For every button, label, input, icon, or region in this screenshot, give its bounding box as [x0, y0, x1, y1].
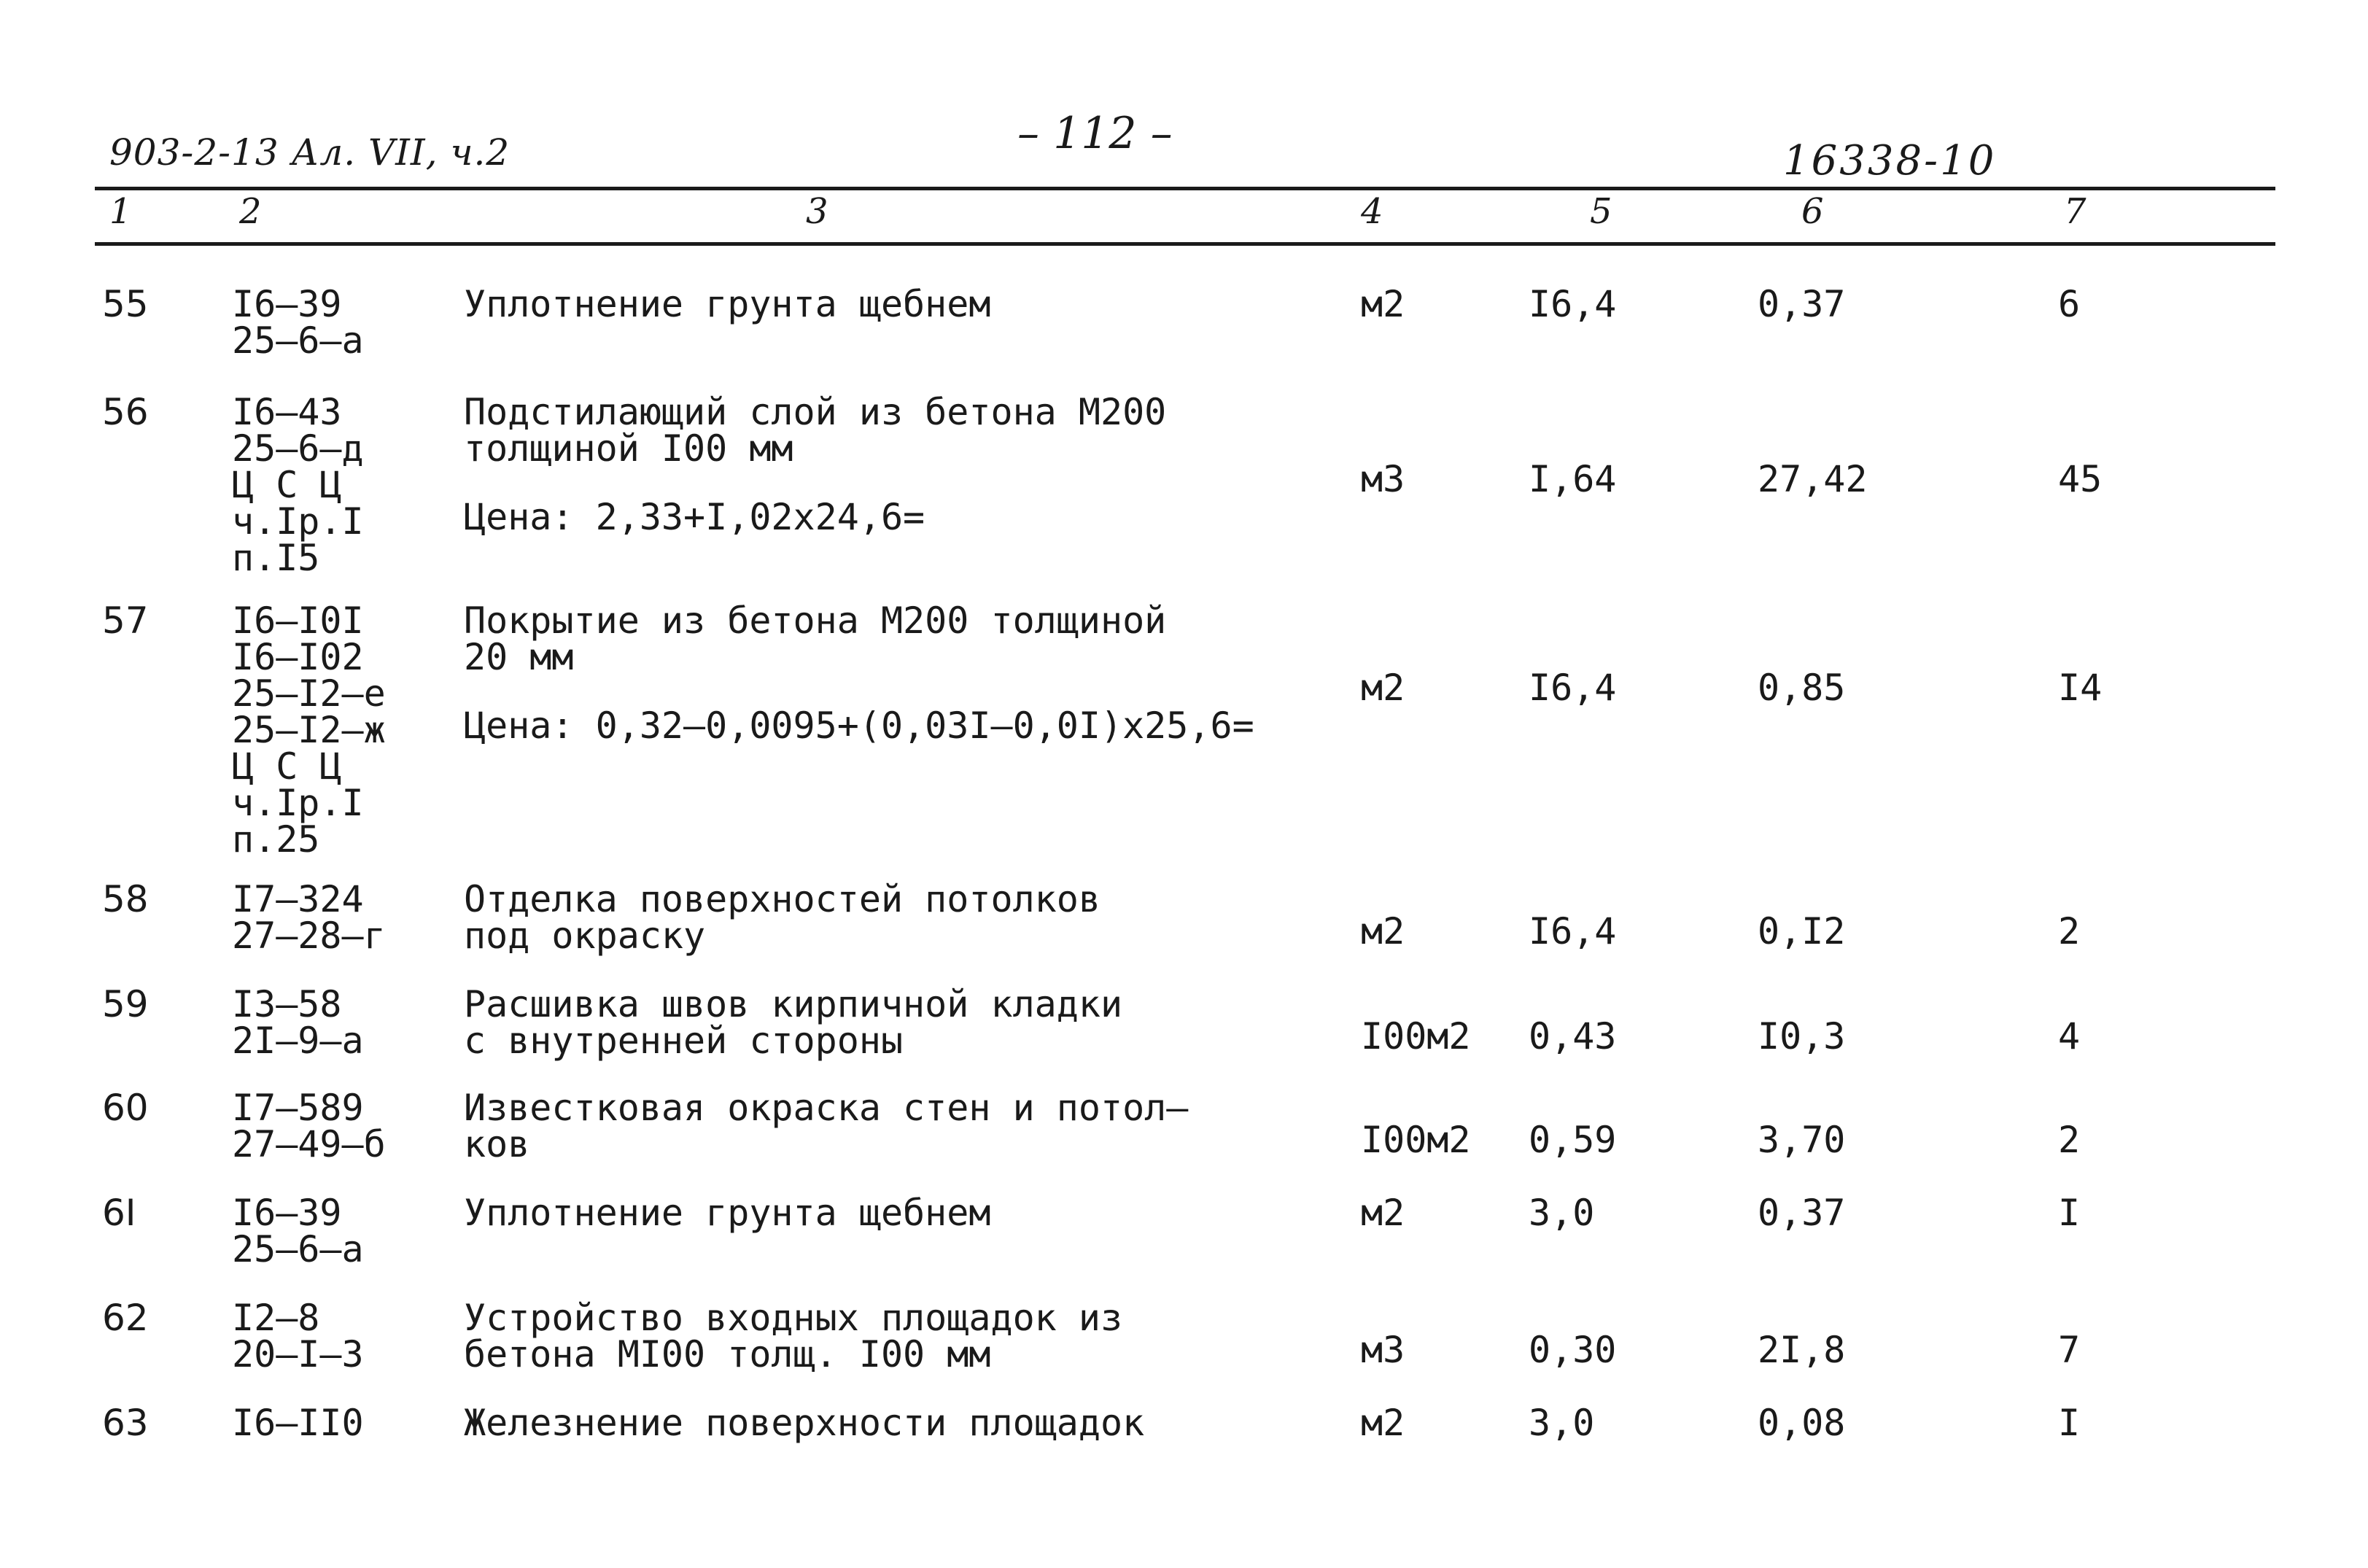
quantity: I6,4: [1529, 283, 1617, 325]
unit-rate: 3,70: [1758, 1119, 1846, 1161]
norm-code: 20–I–3: [232, 1333, 364, 1375]
total-cost: I: [2058, 1192, 2081, 1234]
quantity: 3,0: [1529, 1192, 1595, 1234]
quantity: I6,4: [1529, 910, 1617, 952]
description-line: Отделка поверхностей потолков: [464, 878, 1100, 920]
header-rule-top: [95, 187, 2275, 190]
row-number: 63: [102, 1402, 149, 1444]
price-formula: Цена: 0,32–0,0095+(0,03I–0,0I)х25,6=: [464, 705, 1254, 747]
norm-code: I6–39: [232, 283, 342, 325]
unit: м2: [1361, 910, 1405, 952]
norm-code: I6–43: [232, 391, 342, 433]
norm-code: 25–6–а: [232, 1228, 364, 1270]
norm-code: I2–8: [232, 1297, 320, 1339]
unit-rate: 2I,8: [1758, 1329, 1846, 1371]
norm-code: I6–II0: [232, 1402, 364, 1444]
norm-code: п.25: [232, 818, 320, 861]
norm-code: 25–6–д: [232, 427, 364, 470]
norm-codes: [232, 983, 364, 1062]
total-cost: 2: [2058, 1119, 2081, 1161]
norm-codes: [232, 1297, 364, 1375]
total-cost: 4: [2058, 1015, 2081, 1057]
total-cost: I4: [2058, 667, 2103, 709]
header-rule-bottom: [95, 242, 2275, 246]
row-number: 58: [102, 878, 149, 920]
total-cost: 6: [2058, 283, 2081, 325]
description-line: Железнение поверхности площадок: [464, 1402, 1145, 1444]
quantity: 0,43: [1529, 1015, 1617, 1057]
unit-rate: 0,08: [1758, 1402, 1846, 1444]
description-line: Подстилающий слой из бетона М200: [464, 391, 1167, 433]
norm-codes: [232, 599, 386, 861]
norm-codes: [232, 1087, 386, 1165]
column-number-3: 3: [806, 191, 828, 232]
norm-code: 27–28–г: [232, 915, 386, 957]
description-line: Известковая окраска стен и потол–: [464, 1087, 1189, 1129]
unit-rate: I0,3: [1758, 1015, 1846, 1057]
norm-code: 25–6–а: [232, 319, 364, 362]
column-number-5: 5: [1590, 191, 1612, 232]
unit: м3: [1361, 458, 1405, 500]
description-line: под окраску: [464, 915, 706, 957]
work-description: [464, 878, 1100, 957]
quantity: 0,59: [1529, 1119, 1617, 1161]
norm-code: 25–I2–е: [232, 672, 386, 715]
norm-code: Ц С Ц: [232, 745, 342, 788]
unit: м2: [1361, 1192, 1405, 1234]
unit: I00м2: [1361, 1015, 1471, 1057]
norm-code: 27–49–б: [232, 1123, 386, 1165]
doc-number: 16338-10: [1783, 137, 1997, 185]
unit: м2: [1361, 1402, 1405, 1444]
work-description: [464, 283, 991, 325]
norm-code: 2I–9–а: [232, 1020, 364, 1062]
quantity: 0,30: [1529, 1329, 1617, 1371]
description-line: Расшивка швов кирпичной кладки: [464, 983, 1123, 1025]
norm-codes: [232, 878, 386, 957]
description-line: 20 мм: [464, 636, 574, 678]
column-number-2: 2: [239, 191, 262, 232]
work-description: [464, 1402, 1145, 1444]
row-number: 57: [102, 599, 149, 642]
norm-code: I7–324: [232, 878, 364, 920]
norm-codes: [232, 1402, 364, 1444]
work-description: [464, 391, 1167, 538]
price-formula: Цена: 2,33+I,02х24,6=: [464, 496, 925, 538]
norm-code: I6–I0I: [232, 599, 364, 642]
norm-code: 25–I2–ж: [232, 709, 386, 751]
total-cost: 45: [2058, 458, 2103, 500]
unit-rate: 0,37: [1758, 283, 1846, 325]
total-cost: I: [2058, 1402, 2081, 1444]
work-description: [464, 1087, 1189, 1165]
norm-code: I6–I02: [232, 636, 364, 678]
work-description: [464, 983, 1123, 1062]
norm-code: I7–589: [232, 1087, 364, 1129]
norm-code: I6–39: [232, 1192, 342, 1234]
description-line: бетона МI00 толщ. I00 мм: [464, 1333, 991, 1375]
column-number-4: 4: [1361, 191, 1383, 232]
row-number: 59: [102, 983, 149, 1025]
row-number: 55: [102, 283, 149, 325]
norm-code: Ц С Ц: [232, 464, 342, 506]
work-description: [464, 599, 1254, 747]
norm-codes: [232, 391, 364, 579]
description-line: Уплотнение грунта щебнем: [464, 283, 991, 325]
unit-rate: 0,85: [1758, 667, 1846, 709]
norm-codes: [232, 283, 364, 362]
norm-code: п.I5: [232, 537, 320, 579]
unit: м2: [1361, 667, 1405, 709]
work-description: [464, 1297, 1123, 1375]
description-line: Уплотнение грунта щебнем: [464, 1192, 991, 1234]
quantity: I6,4: [1529, 667, 1617, 709]
quantity: 3,0: [1529, 1402, 1595, 1444]
quantity: I,64: [1529, 458, 1617, 500]
doc-code: 903-2-13 Ал. VII, ч.2: [109, 131, 511, 174]
column-number-6: 6: [1801, 191, 1824, 232]
description-line: Устройство входных площадок из: [464, 1297, 1123, 1339]
total-cost: 7: [2058, 1329, 2081, 1371]
unit-rate: 27,42: [1758, 458, 1868, 500]
row-number: 62: [102, 1297, 149, 1339]
norm-code: I3–58: [232, 983, 342, 1025]
description-line: Покрытие из бетона М200 толщиной: [464, 599, 1167, 642]
norm-codes: [232, 1192, 364, 1270]
unit: I00м2: [1361, 1119, 1471, 1161]
unit: м2: [1361, 283, 1405, 325]
row-number: 60: [102, 1087, 149, 1129]
page-number: – 112 –: [1017, 108, 1173, 159]
row-number: 6I: [102, 1192, 136, 1234]
description-line: толщиной I00 мм: [464, 427, 793, 470]
column-number-1: 1: [109, 191, 132, 232]
row-number: 56: [102, 391, 149, 433]
column-number-7: 7: [2064, 191, 2086, 232]
description-line: с внутренней стороны: [464, 1020, 904, 1062]
description-line: ков: [464, 1123, 530, 1165]
unit-rate: 0,37: [1758, 1192, 1846, 1234]
work-description: [464, 1192, 991, 1234]
total-cost: 2: [2058, 910, 2081, 952]
norm-code: ч.Iр.I: [232, 500, 364, 543]
unit-rate: 0,I2: [1758, 910, 1846, 952]
norm-code: ч.Iр.I: [232, 782, 364, 824]
unit: м3: [1361, 1329, 1405, 1371]
